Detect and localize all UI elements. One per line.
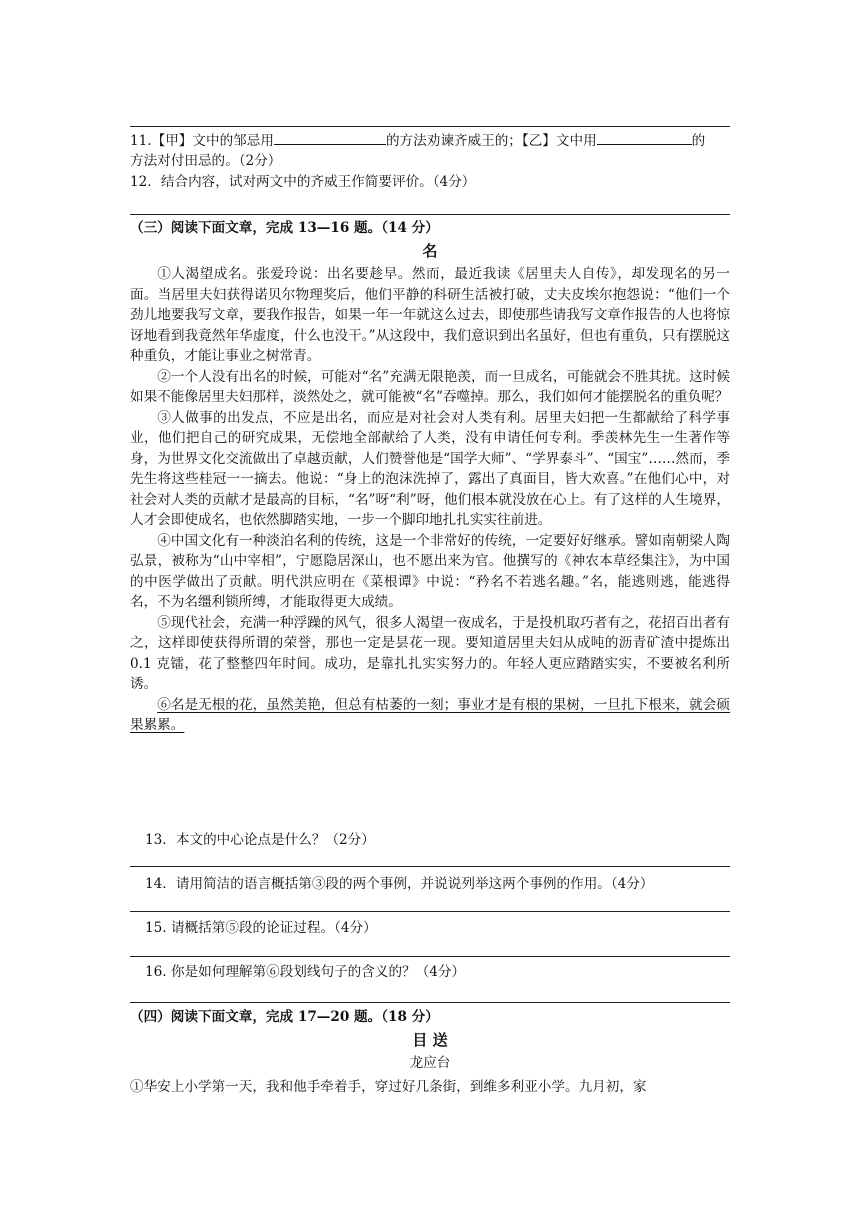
question-13: 13．本文的中心论点是什么？（2分） — [145, 832, 375, 848]
question-11 — [130, 130, 730, 151]
answer-line[interactable] — [130, 956, 730, 957]
article-body — [130, 264, 730, 736]
question-11-line-2: 方法对付田忌的。（2分） — [130, 153, 282, 169]
answer-blank-1[interactable] — [274, 130, 386, 145]
paragraph-3: ③人做事的出发点，不应是出名，而应是对社会对人类有利。居里夫妇把一生都献给了科学事业，他们把自己的研究成果，无偿地全部献给了人类，没有申请任何专利。季羡林先生一生著作等身，为世界文化交流做出了卓越贡献，人们赞誉他是“国学大师”、“学界泰斗”、“国宝”……然而，季先生将这些桂冠一一摘去。他说：“身上的泡沫洗掉了，露出了真面目，皆大欢喜。”在他们心中，对社会对人类的贡献才是最高的目标，“名”呀“利”呀，他们根本就没放在心上。有了这样的人生境界，人才会即使成名，也依然脚踏实地，一步一个脚印地扎扎实实往前进。 — [130, 409, 730, 528]
paragraph-2: ②一个人没有出名的时候，可能对“名”充满无限艳羡，而一旦成名，可能就会不胜其扰。这时候如果不能像居里夫妇那样，淡然处之，就可能被“名”吞噬掉。那么，我们如何才能摆脱名的重负呢？ — [130, 368, 730, 405]
section-4-heading: （四）阅读下面文章，完成 17—20 题。（18 分） — [130, 1009, 439, 1025]
article-author: 龙应台 — [409, 1055, 451, 1071]
answer-line[interactable] — [130, 866, 730, 867]
answer-line[interactable] — [130, 911, 730, 912]
section-4-paragraph-1: ①华安上小学第一天，我和他手牵着手，穿过好几条街，到维多利亚小学。九月初，家 — [130, 1079, 647, 1095]
question-11-text-2: 的方法劝谏齐威王的；【乙】文中用 — [385, 133, 597, 149]
question-16: 16. 你是如何理解第⑥段划线句子的含义的？（4分） — [145, 964, 466, 980]
question-14: 14．请用简洁的语言概括第③段的两个事例，并说说列举这两个事例的作用。（4分） — [145, 876, 654, 892]
divider — [130, 126, 730, 127]
article-title-musong: 目 送 — [412, 1031, 448, 1049]
paragraph-4: ④中国文化有一种淡泊名利的传统，这是一个非常好的传统，一定要好好继承。譬如南朝梁人陶弘景，被称为“山中宰相”，宁愿隐居深山，也不愿出来为官。他撰写的《神农本草经集注》，为中国的中医学做出了贡献。明代洪应明在《菜根谭》中说：“矜名不若逃名趣。”名，能逃则逃，能逃得名，不为名缰利锁所缚，才能取得更大成绩。 — [130, 532, 730, 610]
divider — [130, 214, 730, 215]
paragraph-1: ①人渴望成名。张爱玲说：出名要趁早。然而，最近我读《居里夫人自传》，却发现名的另一面。当居里夫妇获得诺贝尔物理奖后，他们平静的科研生活被打破，丈夫皮埃尔抱怨说：“他们一个劲儿地要我写文章，要我作报告，如果一年一年就这么过去，即使那些请我写文章作报告的人也将惊讶地看到我竟然年华虚度，什么也没干。”从这段中，我们意识到出名虽好，但也有重负，只有摆脱这种重负，才能让事业之树常青。 — [130, 266, 730, 364]
question-11-text-1: 11.【甲】文中的邹忌用 — [130, 133, 274, 149]
answer-blank-2[interactable] — [597, 130, 692, 145]
article-title-ming: 名 — [422, 242, 438, 260]
paragraph-6-underlined: ⑥名是无根的花，虽然美艳，但总有枯萎的一刻；事业才是有根的果树，一旦扎下根来，就会硕果累累。 — [130, 696, 730, 733]
question-15: 15. 请概括第⑤段的论证过程。（4分） — [145, 920, 377, 936]
question-11-text-3: 的 — [691, 133, 706, 149]
question-12: 12．结合内容，试对两文中的齐威王作简要评价。（4分） — [130, 174, 476, 190]
answer-line[interactable] — [130, 1002, 730, 1003]
paragraph-5: ⑤现代社会，充满一种浮躁的风气，很多人渴望一夜成名，于是投机取巧者有之，花招百出者有之，这样即使获得所谓的荣誉，那也一定是昙花一现。要知道居里夫妇从成吨的沥青矿渣中提炼出 0.1 克镭，花了整整四年时间。成功，是靠扎扎实实努力的。年轻人更应踏踏实实，不要被名利所诱。 — [130, 614, 730, 692]
section-3-heading: （三）阅读下面文章，完成 13—16 题。（14 分） — [130, 220, 439, 236]
